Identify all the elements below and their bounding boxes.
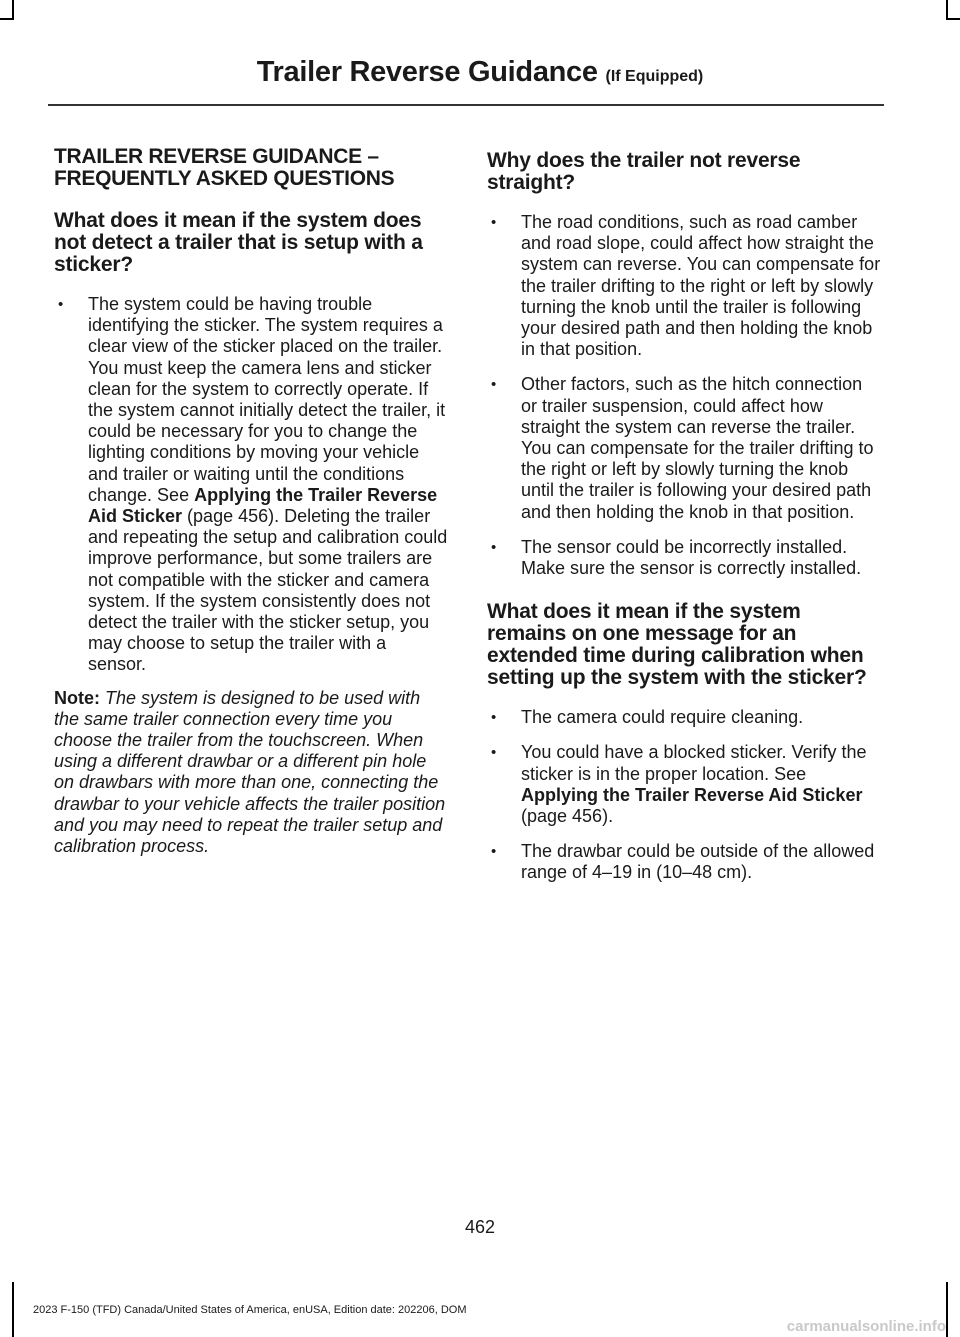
left-column bbox=[54, 146, 448, 857]
list-item: • The sensor could be incorrectly installed. Make sure the sensor is correctly installed. bbox=[487, 537, 881, 579]
crop-mark-bottom-right bbox=[946, 1282, 948, 1337]
crop-mark-top-right bbox=[946, 0, 948, 18]
cross-reference-link[interactable]: Applying the Trailer Reverse Aid Sticker bbox=[521, 784, 863, 805]
header-rule bbox=[48, 104, 884, 106]
note bbox=[54, 688, 448, 858]
crop-mark-top-left-h bbox=[0, 18, 14, 20]
list-item: • The system could be having trouble identifying the sticker. The system requires a clear view of the sticker placed on the trailer. You must keep the camera lens and sticker clean for the system to correctly operate. If the system cannot initially detect the trailer, it could be necessary for you to change the lighting conditions by moving your vehicle and trailer or waiting until the conditions change. See Applying the Trailer Reverse Aid Sticker (page 456). Deleting the trailer and repeating the setup and calibration could improve performance, but some trailers are not compatible with the sticker and camera system. If the system consistently does not detect the trailer with the sticker setup, you may choose to setup the trailer with a sensor. bbox=[54, 294, 448, 676]
page-header bbox=[0, 56, 960, 89]
answer-list bbox=[487, 212, 881, 579]
question-heading: What does it mean if the system remains on one message for an extended time during calibration when setting up the system with the sticker? bbox=[487, 600, 867, 690]
crop-mark-top-right-h bbox=[946, 18, 960, 20]
header-title: Trailer Reverse Guidance bbox=[256, 56, 598, 88]
list-item: • The drawbar could be outside of the allowed range of 4–19 in (10–48 cm). bbox=[487, 841, 881, 883]
answer-list bbox=[487, 707, 881, 883]
crop-mark-bottom-left bbox=[12, 1282, 14, 1337]
list-item: • You could have a blocked sticker. Verify the sticker is in the proper location. See Applying the Trailer Reverse Aid Sticker (page 456). bbox=[487, 742, 881, 827]
list-item: • The camera could require cleaning. bbox=[487, 707, 881, 728]
watermark: carmanualsonline.info bbox=[786, 1318, 946, 1335]
note-text: The system is designed to be used with the same trailer connection every time you choose the trailer from the touchscreen. When using a different drawbar or a different pin hole on drawbars with more than one, connecting the drawbar to your vehicle affects the trailer position and you may need to repeat the trailer setup and calibration process. bbox=[54, 687, 446, 857]
answer-list bbox=[54, 294, 448, 676]
question-heading: Why does the trailer not reverse straight? bbox=[487, 149, 801, 194]
list-item: • Other factors, such as the hitch connection or trailer suspension, could affect how straight the system can reverse the trailer. You can compensate for the trailer drifting to the right or left by slowly turning the knob until the trailer is following your desired path and then holding the knob in that position. bbox=[487, 374, 881, 522]
section-heading: TRAILER REVERSE GUIDANCE – FREQUENTLY ASKED QUESTIONS bbox=[54, 145, 395, 190]
footer-edition: 2023 F-150 (TFD) Canada/United States of America, enUSA, Edition date: 202206, DOM bbox=[33, 1304, 467, 1316]
cross-reference-link[interactable]: Applying the Trailer Reverse Aid Sticker bbox=[88, 484, 438, 527]
header-qualifier: (If Equipped) bbox=[605, 68, 704, 85]
crop-mark-top-left bbox=[12, 0, 14, 18]
note-label: Note: bbox=[54, 687, 100, 708]
question-heading: What does it mean if the system does not detect a trailer that is setup with a sticker? bbox=[54, 209, 423, 276]
right-column bbox=[487, 146, 881, 898]
list-item: • The road conditions, such as road camber and road slope, could affect how straight the system can reverse. You can compensate for the trailer drifting to the right or left by slowly turning the knob until the trailer is following your desired path and then holding the knob in that position. bbox=[487, 212, 881, 360]
page-number: 462 bbox=[464, 1217, 496, 1237]
